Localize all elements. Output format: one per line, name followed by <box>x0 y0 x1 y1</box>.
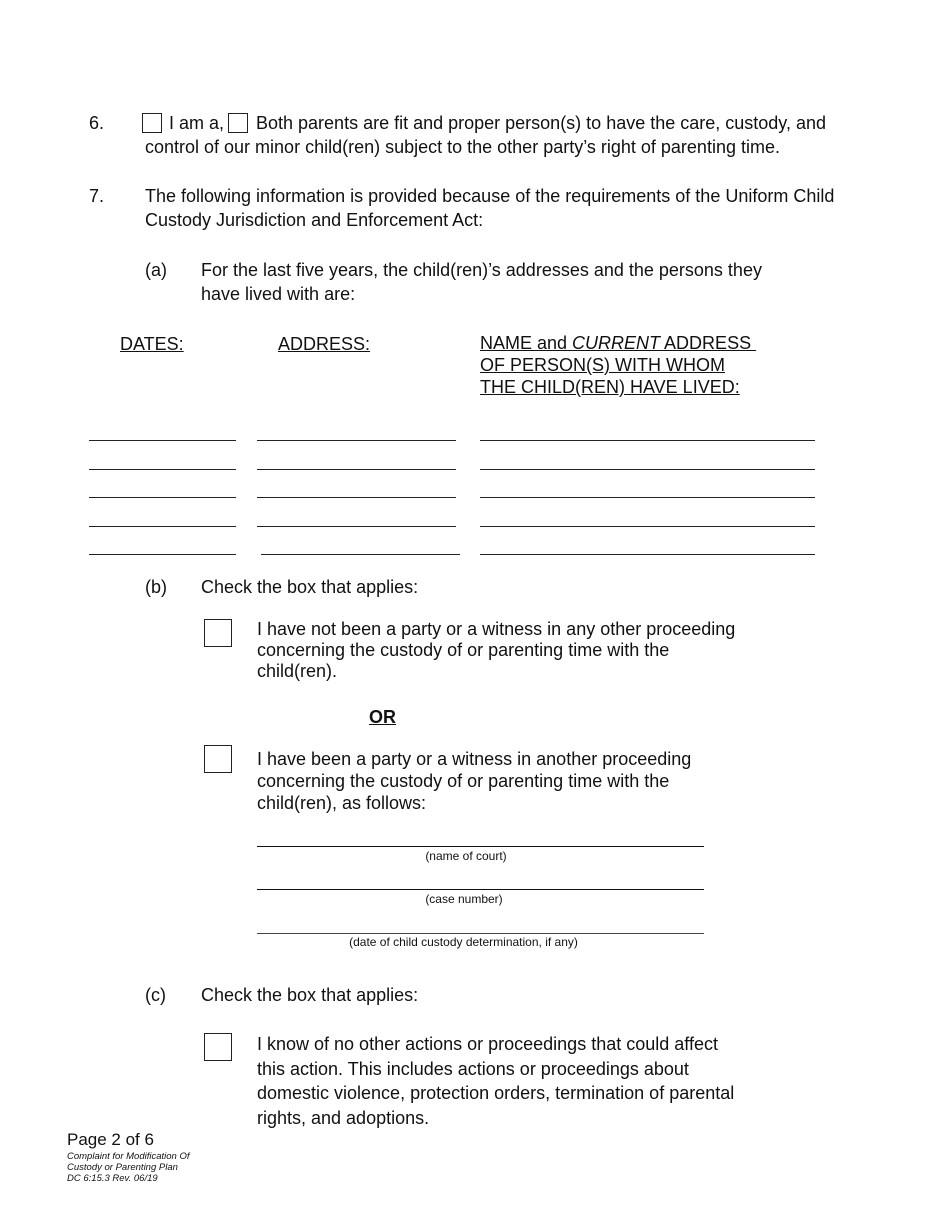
page-number: Page 2 of 6 <box>67 1130 154 1149</box>
dates-header: DATES: <box>120 334 184 354</box>
name-address-blank[interactable] <box>480 526 815 527</box>
name-header-line-2: OF PERSON(S) WITH WHOM <box>480 355 725 375</box>
court-name-caption: (name of court) <box>425 849 507 863</box>
dates-blank[interactable] <box>89 469 236 470</box>
not-party-checkbox[interactable] <box>204 619 232 647</box>
item-6-line-1: Both parents are fit and proper person(s) to have the care, custody, and <box>256 113 826 133</box>
name-header-post: ADDRESS <box>660 333 757 353</box>
dates-blank[interactable] <box>89 497 236 498</box>
item-6-number: 6. <box>89 113 105 133</box>
determination-date-caption: (date of child custody determination, if any) <box>349 935 578 949</box>
option-2-line-2: concerning the custody of or parenting time with the <box>257 771 670 791</box>
address-header: ADDRESS: <box>278 334 371 354</box>
name-address-blank[interactable] <box>480 554 815 555</box>
form-title-line-2: Custody or Parenting Plan <box>67 1162 178 1173</box>
address-blank[interactable] <box>257 526 456 527</box>
item-7-line-1: The following information is provided because of the requirements of the Uniform Child <box>145 186 835 206</box>
was-party-checkbox[interactable] <box>204 745 232 773</box>
no-other-actions-checkbox[interactable] <box>204 1033 232 1061</box>
form-number: DC 6:15.3 Rev. 06/19 <box>67 1173 158 1184</box>
section-c-line-2: this action. This includes actions or proceedings about <box>257 1059 689 1079</box>
item-6-lead-text: I am a, <box>169 113 225 133</box>
option-1-line-2: concerning the custody of or parenting time with the <box>257 640 670 660</box>
dates-blank[interactable] <box>89 554 236 555</box>
name-address-blank[interactable] <box>480 440 815 441</box>
determination-date-blank[interactable] <box>257 933 704 934</box>
name-header-italic: CURRENT <box>572 333 661 353</box>
or-separator: OR <box>369 707 396 727</box>
address-blank[interactable] <box>257 440 456 441</box>
section-c-heading: Check the box that applies: <box>201 985 419 1005</box>
section-b-heading: Check the box that applies: <box>201 577 419 597</box>
section-c-line-4: rights, and adoptions. <box>257 1108 430 1128</box>
option-2-line-3: child(ren), as follows: <box>257 793 427 813</box>
option-1-line-1: I have not been a party or a witness in any other proceeding <box>257 619 736 639</box>
address-blank[interactable] <box>261 554 460 555</box>
section-a-label: (a) <box>145 260 167 280</box>
name-address-blank[interactable] <box>480 497 815 498</box>
court-name-blank[interactable] <box>257 846 704 847</box>
option-1-line-3: child(ren). <box>257 661 338 681</box>
name-header-pre: NAME and <box>480 333 573 353</box>
dates-blank[interactable] <box>89 526 236 527</box>
section-c-label: (c) <box>145 985 166 1005</box>
section-c-line-1: I know of no other actions or proceedings that could affect <box>257 1034 718 1054</box>
name-header-line-3: THE CHILD(REN) HAVE LIVED: <box>480 377 740 397</box>
dates-blank[interactable] <box>89 440 236 441</box>
item-7-line-2: Custody Jurisdiction and Enforcement Act: <box>145 210 484 230</box>
section-b-label: (b) <box>145 577 167 597</box>
name-address-header <box>480 332 756 354</box>
address-blank[interactable] <box>257 497 456 498</box>
section-a-line-1: For the last five years, the child(ren)’s addresses and the persons they <box>201 260 762 280</box>
section-a-line-2: have lived with are: <box>201 284 356 304</box>
item-6-checkbox-2[interactable] <box>228 113 248 133</box>
name-address-blank[interactable] <box>480 469 815 470</box>
case-number-caption: (case number) <box>425 892 503 906</box>
section-c-line-3: domestic violence, protection orders, termination of parental <box>257 1083 735 1103</box>
option-2-line-1: I have been a party or a witness in another proceeding <box>257 749 692 769</box>
item-7-number: 7. <box>89 186 105 206</box>
item-6-checkbox-1[interactable] <box>142 113 162 133</box>
case-number-blank[interactable] <box>257 889 704 890</box>
item-6-line-2: control of our minor child(ren) subject to the other party’s right of parenting time. <box>145 137 780 157</box>
address-blank[interactable] <box>257 469 456 470</box>
form-title-line-1: Complaint for Modification Of <box>67 1151 190 1162</box>
